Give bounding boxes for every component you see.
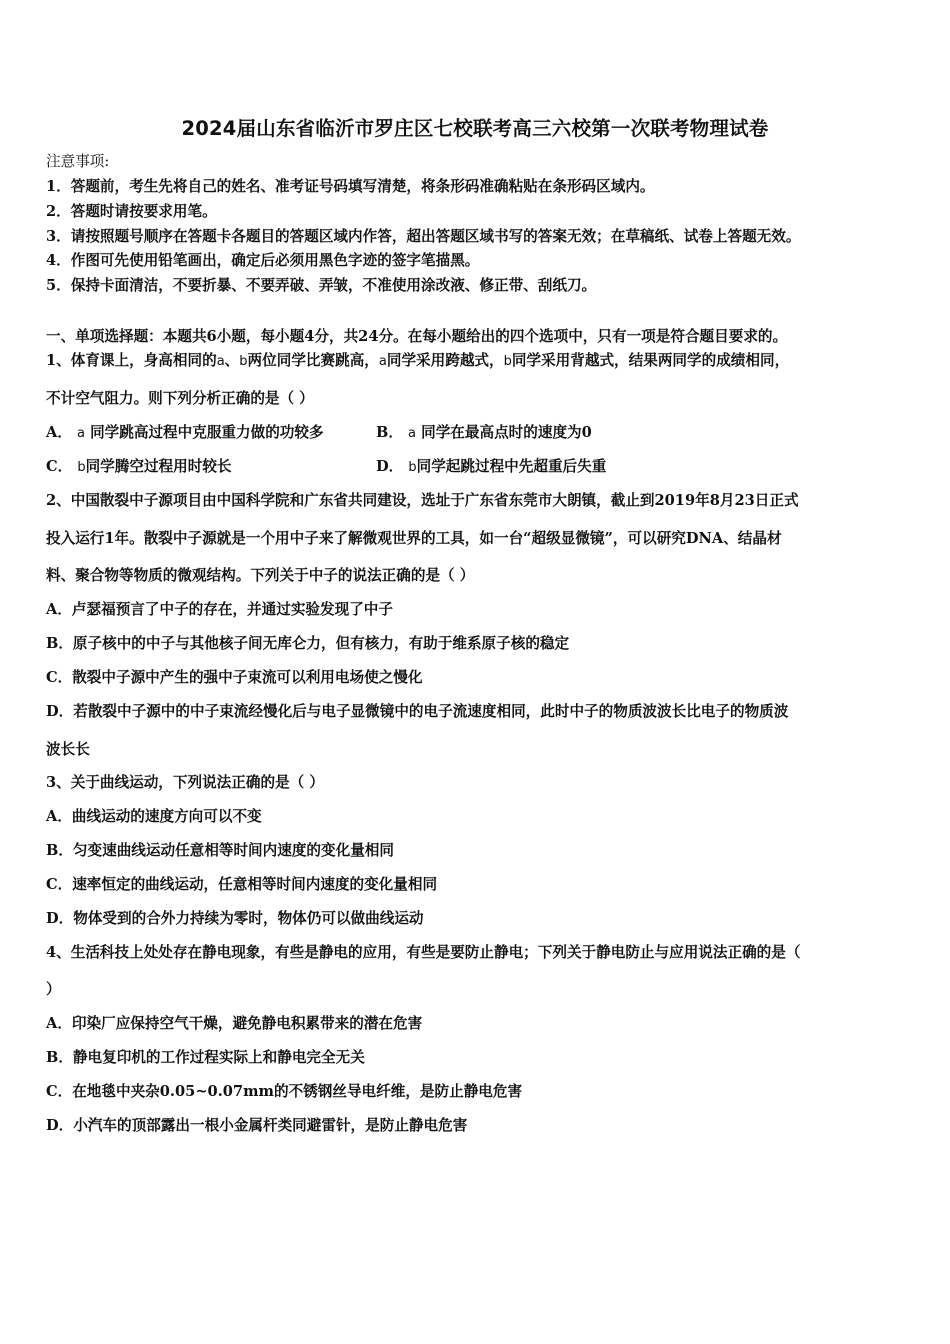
q3-option-c: C．速率恒定的曲线运动，任意相等时间内速度的变化量相同 xyxy=(46,876,438,893)
notes-heading: 注意事项: xyxy=(46,153,110,170)
q3-option-b: B．匀变速曲线运动任意相等时间内速度的变化量相同 xyxy=(46,842,394,859)
note-item: 1．答题前，考生先将自己的姓名、准考证号码填写清楚，将条形码准确粘贴在条形码区域内。 xyxy=(46,178,655,195)
question-2-stem: 2、中国散裂中子源项目由中国科学院和广东省共同建设，选址于广东省东莞市大朗镇，截止到2019年8月23日正式 xyxy=(46,492,799,509)
q4-option-d: D．小汽车的顶部露出一根小金属杆类同避雷针，是防止静电危害 xyxy=(46,1117,468,1134)
section-heading: 一、单项选择题：本题共6小题，每小题4分，共24分。在每小题给出的四个选项中，只有一项是符合题目要求的。 xyxy=(46,328,788,345)
page-title: 2024届山东省临沂市罗庄区七校联考高三六校第一次联考物理试卷 xyxy=(181,117,769,140)
q4-option-c: C．在地毯中夹杂0.05~0.07mm的不锈钢丝导电纤维，是防止静电危害 xyxy=(46,1083,523,1100)
note-item: 4．作图可先使用铅笔画出，确定后必须用黑色字迹的签字笔描黑。 xyxy=(46,252,480,269)
q2-option-a: A．卢瑟福预言了中子的存在，并通过实验发现了中子 xyxy=(46,601,393,618)
q1-option-d: D． b同学起跳过程中先超重后失重 xyxy=(376,458,607,475)
question-2-stem-cont: 投入运行1年。散裂中子源就是一个用中子来了解微观世界的工具，如一台“超级显微镜”，可以研究DNA、结晶材 xyxy=(46,530,782,547)
question-4-stem: 4、生活科技上处处存在静电现象，有些是静电的应用，有些是要防止静电；下列关于静电防止与应用说法正确的是（ xyxy=(46,944,801,961)
q2-option-d: D．若散裂中子源中的中子束流经慢化后与电子显微镜中的电子流速度相同，此时中子的物质波波长比电子的物质波 xyxy=(46,703,789,720)
question-4-stem-cont: ） xyxy=(46,981,61,998)
q1-option-b: B． a 同学在最高点时的速度为0 xyxy=(376,424,592,441)
note-item: 3．请按照题号顺序在答题卡各题目的答题区域内作答，超出答题区域书写的答案无效；在草稿纸、试卷上答题无效。 xyxy=(46,228,801,245)
q2-option-c: C．散裂中子源中产生的强中子束流可以利用电场使之慢化 xyxy=(46,669,423,686)
note-item: 5．保持卡面清洁，不要折暴、不要弄破、弄皱，不准使用涂改液、修正带、刮纸刀。 xyxy=(46,277,597,294)
question-3-stem: 3、关于曲线运动，下列说法正确的是（ ） xyxy=(46,774,324,791)
q3-option-d: D．物体受到的合外力持续为零时，物体仍可以做曲线运动 xyxy=(46,910,424,927)
note-item: 2．答题时请按要求用笔。 xyxy=(46,203,217,220)
q2-option-b: B．原子核中的中子与其他核子间无库仑力，但有核力，有助于维系原子核的稳定 xyxy=(46,635,570,652)
q4-option-a: A．印染厂应保持空气干燥，避免静电积累带来的潜在危害 xyxy=(46,1015,423,1032)
q2-option-d-cont: 波长长 xyxy=(46,741,90,758)
q1-option-a: A． a 同学跳高过程中克服重力做的功较多 xyxy=(46,424,324,441)
question-1-stem: 1、体育课上，身高相同的a、b两位同学比赛跳高，a同学采用跨越式，b同学采用背越式，结果两同学的成绩相同， xyxy=(46,352,790,369)
q1-option-c: C． b同学腾空过程用时较长 xyxy=(46,458,232,475)
q4-option-b: B．静电复印机的工作过程实际上和静电完全无关 xyxy=(46,1049,365,1066)
question-2-stem-cont: 料、聚合物等物质的微观结构。下列关于中子的说法正确的是（ ） xyxy=(46,567,475,584)
q3-option-a: A．曲线运动的速度方向可以不变 xyxy=(46,808,262,825)
question-1-stem-cont: 不计空气阻力。则下列分析正确的是（ ） xyxy=(46,390,314,407)
